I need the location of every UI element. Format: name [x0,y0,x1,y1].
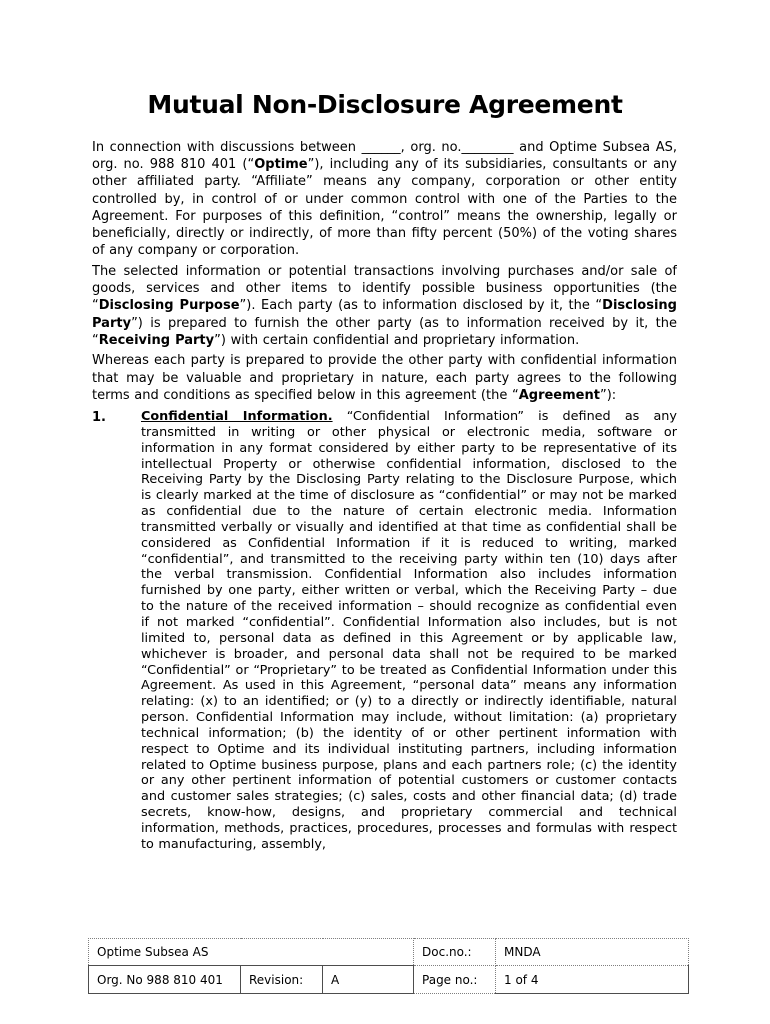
document-body [92,139,677,936]
footer-revision-value: A [323,966,414,994]
document-title: Mutual Non-Disclosure Agreement [147,90,623,119]
footer-table [88,938,689,994]
footer-pageno-label: Page no.: [414,966,496,994]
footer-docno-label: Doc.no.: [414,939,496,966]
intro-paragraph-1: In connection with discussions between ______, org. no.________ and Optime Subsea AS, org. no. 988 810 401 (“Optime”), including any of its subsidiaries, consultants or any other affiliated party. “Affiliate” means any company, corporation or other entity controlled by, in control of or under common control with one of the Parties to the Agreement. For purposes of this definition, “control” means the ownership, legally or beneficially, directly or indirectly, of more than fifty percent (50%) of the voting shares of any company or corporation. [92,140,677,259]
footer-orgno-cell: Org. No 988 810 401 [89,966,241,994]
section-1-number: 1. [92,410,106,426]
intro-paragraph-2: The selected information or potential transactions involving purchases and/or sale of goods, services and other items to identify possible business opportunities (the “Disclosing Purpose”). Each party (as to information disclosed by it, the “Disclosing Party”) is prepared to furnish the other party (as to information received by it, the “Receiving Party”) with certain confidential and proprietary information. [92,263,677,348]
footer-pageno-value: 1 of 4 [496,966,689,994]
intro-paragraph-3: Whereas each party is prepared to provide the other party with confidential information that may be valuable and proprietary in nature, each party agrees to the following terms and conditions as specified below in this agreement (the “Agreement”): [92,353,677,403]
footer-row-1 [89,939,689,966]
footer-company-cell: Optime Subsea AS [89,939,414,966]
footer-row-2 [89,966,689,994]
footer-revision-label: Revision: [241,966,323,994]
footer-docno-value: MNDA [496,939,689,966]
section-1 [92,409,677,853]
section-1-text: Confidential Information. “Confidential Information” is defined as any transmitted in writing or other physical or electronic media, software or information in any format considered by either party to be representative of its intellectual Property or otherwise confidential information, disclosed to the Receiving Party by the Disclosing Party relating to the Disclosure Purpose, which is clearly marked at the time of disclosure as “confidential” or may not be marked as confidential due to the nature of certain electronic media. Information transmitted verbally or visually and identified at that time as confidential shall be considered as Confidential Information if it is reduced to writing, marked “confidential”, and transmitted to the receiving party within ten (10) days after the verbal transmission. Confidential Information also includes information furnished by one party, either written or verbal, which the Receiving Party – due to the nature of the received information – should recognize as confidential even if not marked “confidential”. Confidential Information also includes, but is not limited to, personal data as defined in this Agreement or by applicable law, whichever is broader, and personal data shall not be required to be marked “Confidential” or “Proprietary” to be treated as Confidential Information under this Agreement. As used in this Agreement, “personal data” means any information relating: (x) to an identified; or (y) to a directly or indirectly identifiable, natural person. Confidential Information may include, without limitation: (a) proprietary technical information; (b) the identity of or other pertinent information with respect to Optime and its individual instituting partners, including information related to Optime business purpose, plans and each partners role; (c) the identity or any other pertinent information of potential customers or customer contacts and customer sales strategies; (c) sales, costs and other financial data; (d) trade secrets, know-how, designs, and proprietary commercial and technical information, methods, practices, procedures, processes and formulas with respect to manufacturing, assembly, [141,409,677,852]
